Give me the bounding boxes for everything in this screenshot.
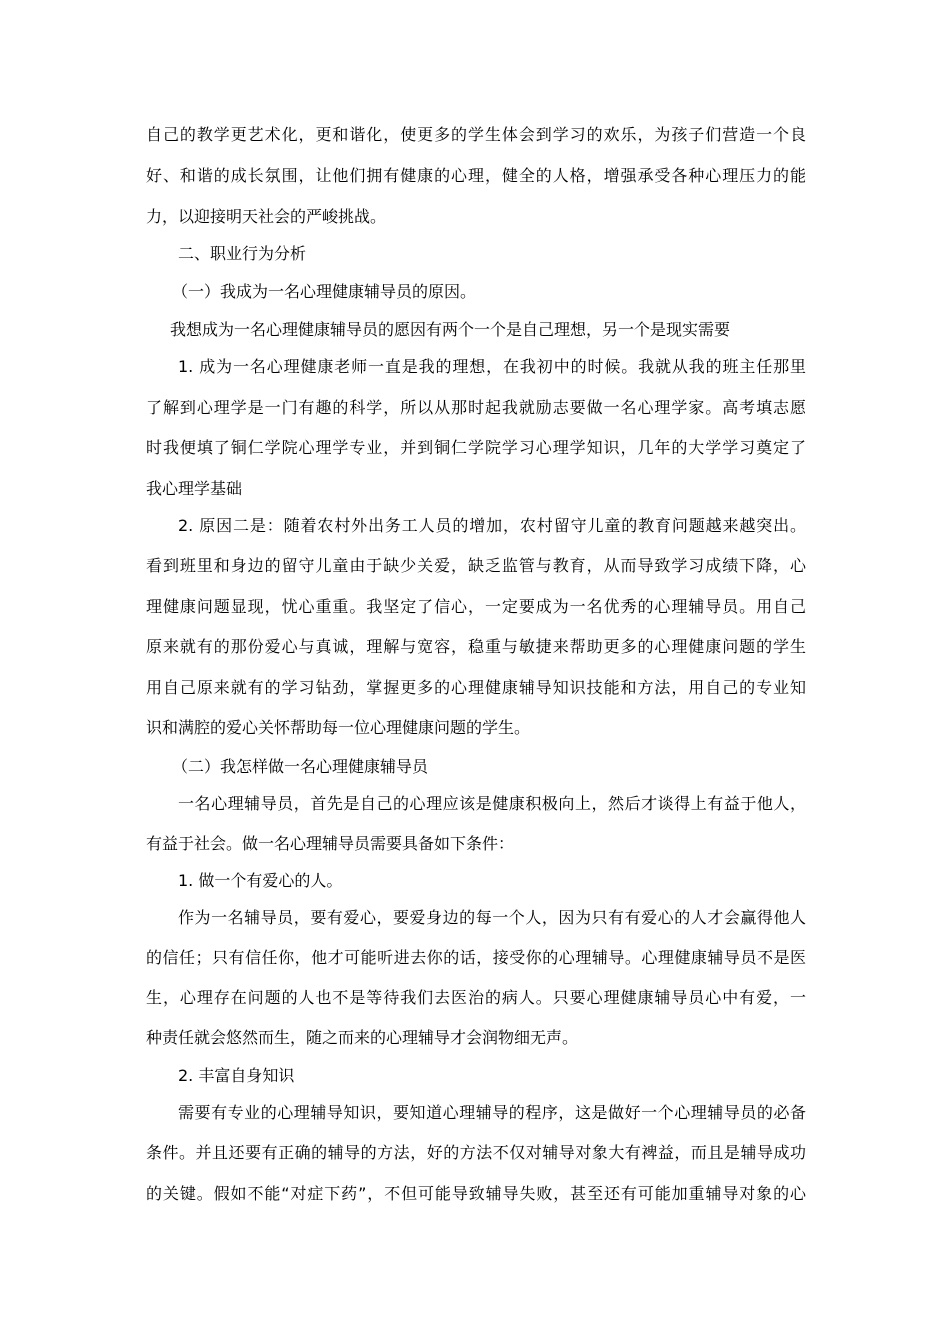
text-line: 生，心理存在问题的人也不是等待我们去医治的病人。只要心理健康辅导员心中有爱，一 (146, 988, 806, 1007)
text-line: 时我便填了铜仁学院心理学专业，并到铜仁学院学习心理学知识，几年的大学学习奠定了 (146, 438, 806, 457)
list-item-text: 2. 原因二是：随着农村外出务工人员的增加，农村留守儿童的教育问题越来越突出。 (178, 516, 806, 535)
list-item-text: 1. 成为一名心理健康老师一直是我的理想，在我初中的时候。我就从我的班主任那里 (178, 357, 806, 376)
text-line: 力，以迎接明天社会的严峻挑战。 (146, 207, 387, 226)
text-line: 作为一名辅导员，要有爱心，要爱身边的每一个人，因为只有有爱心的人才会赢得他人 (178, 908, 806, 927)
text-line: 了解到心理学是一门有趣的科学，所以从那时起我就励志要做一名心理学家。高考填志愿 (146, 398, 806, 417)
text-line: 种责任就会悠然而生，随之而来的心理辅导才会润物细无声。 (146, 1028, 579, 1047)
text-line: 理健康问题显现，忧心重重。我坚定了信心，一定要成为一名优秀的心理辅导员。用自己 (146, 597, 806, 616)
text-line: 原来就有的那份爱心与真诚，理解与宽容，稳重与敏捷来帮助更多的心理健康问题的学生 (146, 637, 806, 656)
text-line: 的关键。假如不能“对症下药”，不但可能导致辅导失败，甚至还有可能加重辅导对象的心 (146, 1184, 806, 1203)
text-line: 好、和谐的成长氛围，让他们拥有健康的心理，健全的人格，增强承受各种心理压力的能 (146, 166, 806, 185)
text-line: 的信任；只有信任你，他才可能听进去你的话，接受你的心理辅导。心理健康辅导员不是医 (146, 948, 806, 967)
list-item-text: 2. 丰富自身知识 (178, 1066, 295, 1085)
subsection-heading: （二）我怎样做一名心理健康辅导员 (172, 757, 429, 776)
text-line: 有益于社会。做一名心理辅导员需要具备如下条件： (146, 834, 515, 853)
subsection-heading: （一）我成为一名心理健康辅导员的原因。 (172, 282, 477, 301)
text-line: 看到班里和身边的留守儿童由于缺少关爱，缺乏监管与教育，从而导致学习成绩下降，心 (146, 556, 806, 575)
section-heading: 二、职业行为分析 (178, 244, 307, 263)
text-line: 需要有专业的心理辅导知识，要知道心理辅导的程序，这是做好一个心理辅导员的必备 (178, 1103, 806, 1122)
text-line: 自己的教学更艺术化，更和谐化，使更多的学生体会到学习的欢乐，为孩子们营造一个良 (146, 125, 806, 144)
text-line: 一名心理辅导员，首先是自己的心理应该是健康积极向上，然后才谈得上有益于他人， (178, 794, 806, 813)
text-line: 我想成为一名心理健康辅导员的愿因有两个一个是自己理想，另一个是现实需要 (170, 320, 731, 339)
text-line: 识和满腔的爱心关怀帮助每一位心理健康问题的学生。 (146, 718, 531, 737)
text-line: 条件。并且还要有正确的辅导的方法，好的方法不仅对辅导对象大有裨益，而且是辅导成功 (146, 1143, 806, 1162)
text-line: 用自己原来就有的学习钻劲，掌握更多的心理健康辅导知识技能和方法，用自己的专业知 (146, 678, 806, 697)
text-line: 我心理学基础 (146, 479, 243, 498)
list-item-text: 1. 做一个有爱心的人。 (178, 871, 343, 890)
